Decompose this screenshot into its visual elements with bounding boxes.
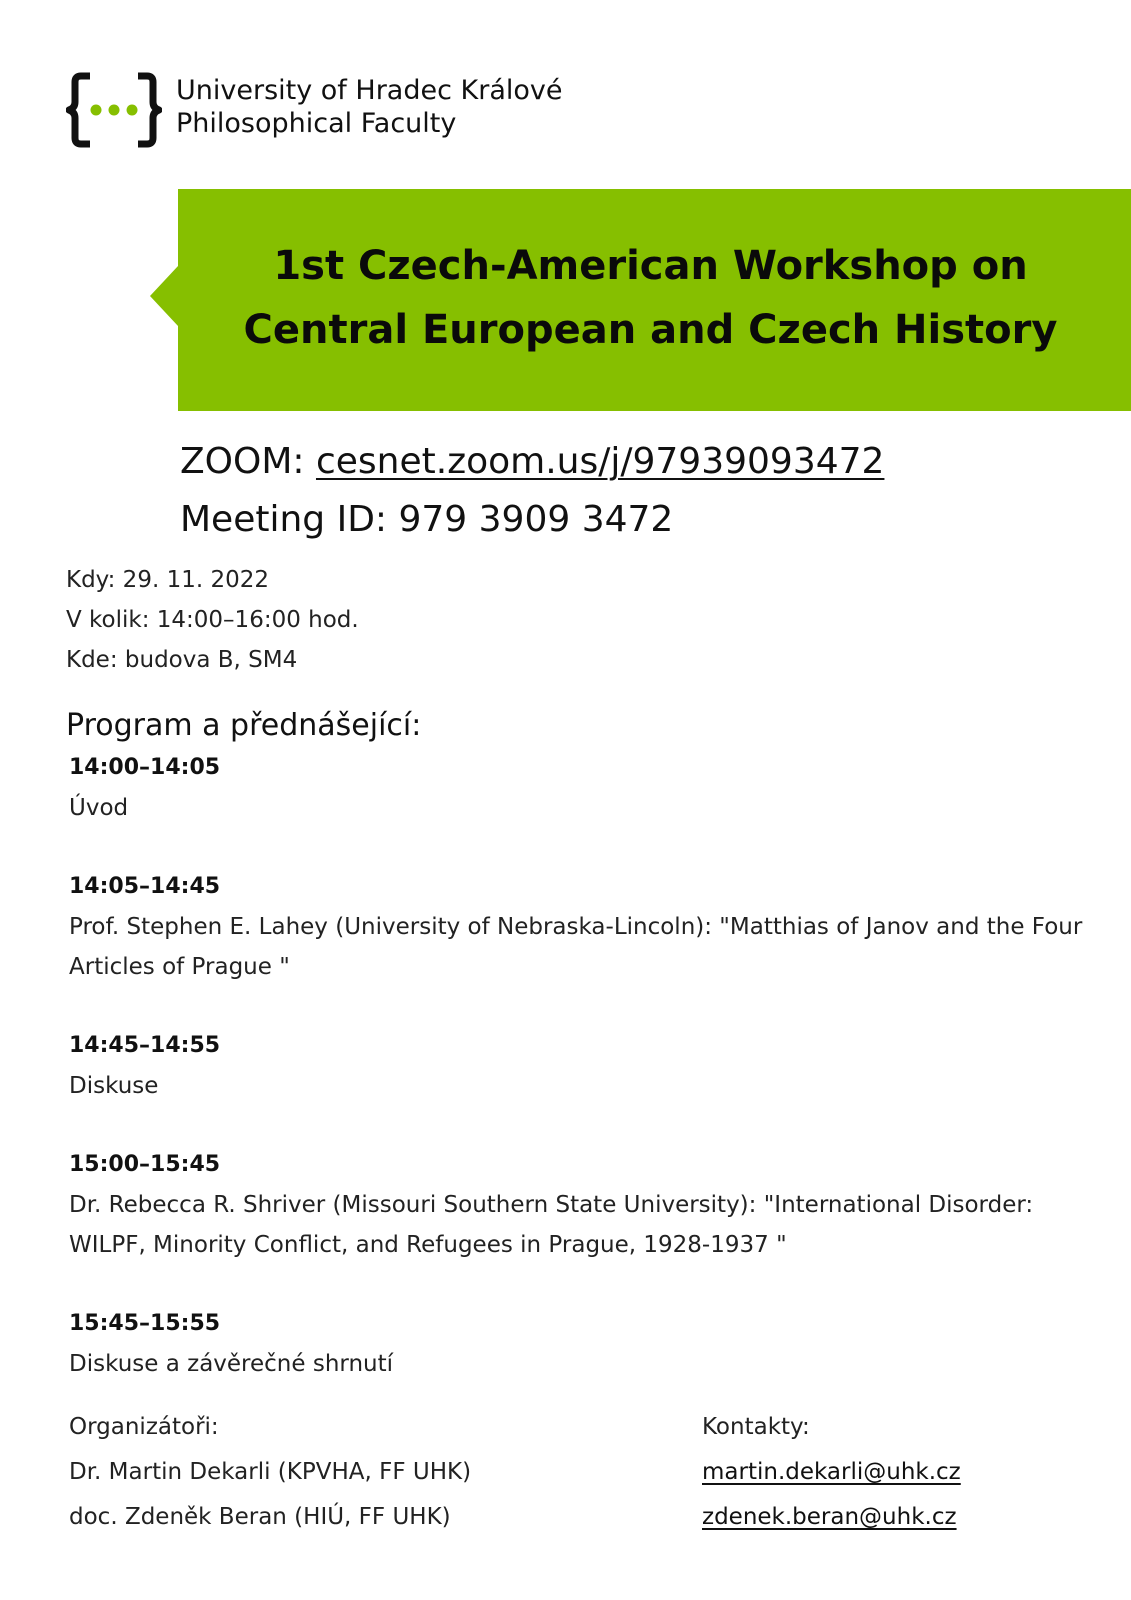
event-title-line2: Central European and Czech History [243,307,1058,353]
event-title [180,234,1121,362]
event-date: Kdy: 29. 11. 2022 [66,567,269,593]
program-item-time: 14:05–14:45 [69,874,221,899]
title-banner [150,189,1131,411]
event-title-line1: 1st Czech-American Workshop on [273,243,1028,289]
program-item-time: 15:45–15:55 [69,1311,221,1336]
program-item-text: Úvod [69,795,129,821]
contacts-block [702,1405,961,1540]
event-location: Kde: budova B, SM4 [66,647,298,673]
event-details [66,560,359,680]
organizer-name: doc. Zdeněk Beran (HIÚ, FF UHK) [69,1504,451,1530]
program-item [69,1145,1089,1265]
contacts-heading: Kontakty: [702,1414,810,1440]
zoom-link[interactable]: cesnet.zoom.us/j/97939093472 [315,441,885,482]
program-item-time: 14:45–14:55 [69,1033,221,1058]
program-item-time: 15:00–15:45 [69,1152,221,1177]
contact-email-link[interactable]: zdenek.beran@uhk.cz [702,1504,957,1530]
organizers-heading: Organizátoři: [69,1414,219,1440]
zoom-line [180,433,884,491]
program-item-text: Dr. Rebecca R. Shriver (Missouri Southern State University): "International Disorder: WILPF, Minority Conflict, and Refugees in Prague, 1928-1937 " [69,1192,1034,1258]
faculty-title: Philosophical Faculty [176,108,457,139]
program-item [69,1304,1089,1384]
contact-email-link[interactable]: martin.dekarli@uhk.cz [702,1459,961,1485]
university-title: University of Hradec Králové [176,75,563,106]
program-item-text: Diskuse a závěrečné shrnutí [69,1351,394,1377]
program-item [69,867,1089,987]
program-item [69,1026,1089,1106]
program-item-time: 14:00–14:05 [69,755,221,780]
program-item-text: Prof. Stephen E. Lahey (University of Nebraska-Lincoln): "Matthias of Janov and the Four Articles of Prague " [69,914,1083,980]
meeting-id: Meeting ID: 979 3909 3472 [180,499,674,540]
program-item-text: Diskuse [69,1073,159,1099]
event-time: V kolik: 14:00–16:00 hod. [66,607,359,633]
program-schedule [69,748,1089,1423]
zoom-info [180,433,884,549]
university-logo [66,72,162,148]
program-item [69,748,1089,828]
program-heading: Program a přednášející: [66,708,422,743]
zoom-label: ZOOM: [180,441,305,482]
university-name [176,74,562,140]
organizers-block [69,1405,471,1540]
organizer-name: Dr. Martin Dekarli (KPVHA, FF UHK) [69,1459,472,1485]
